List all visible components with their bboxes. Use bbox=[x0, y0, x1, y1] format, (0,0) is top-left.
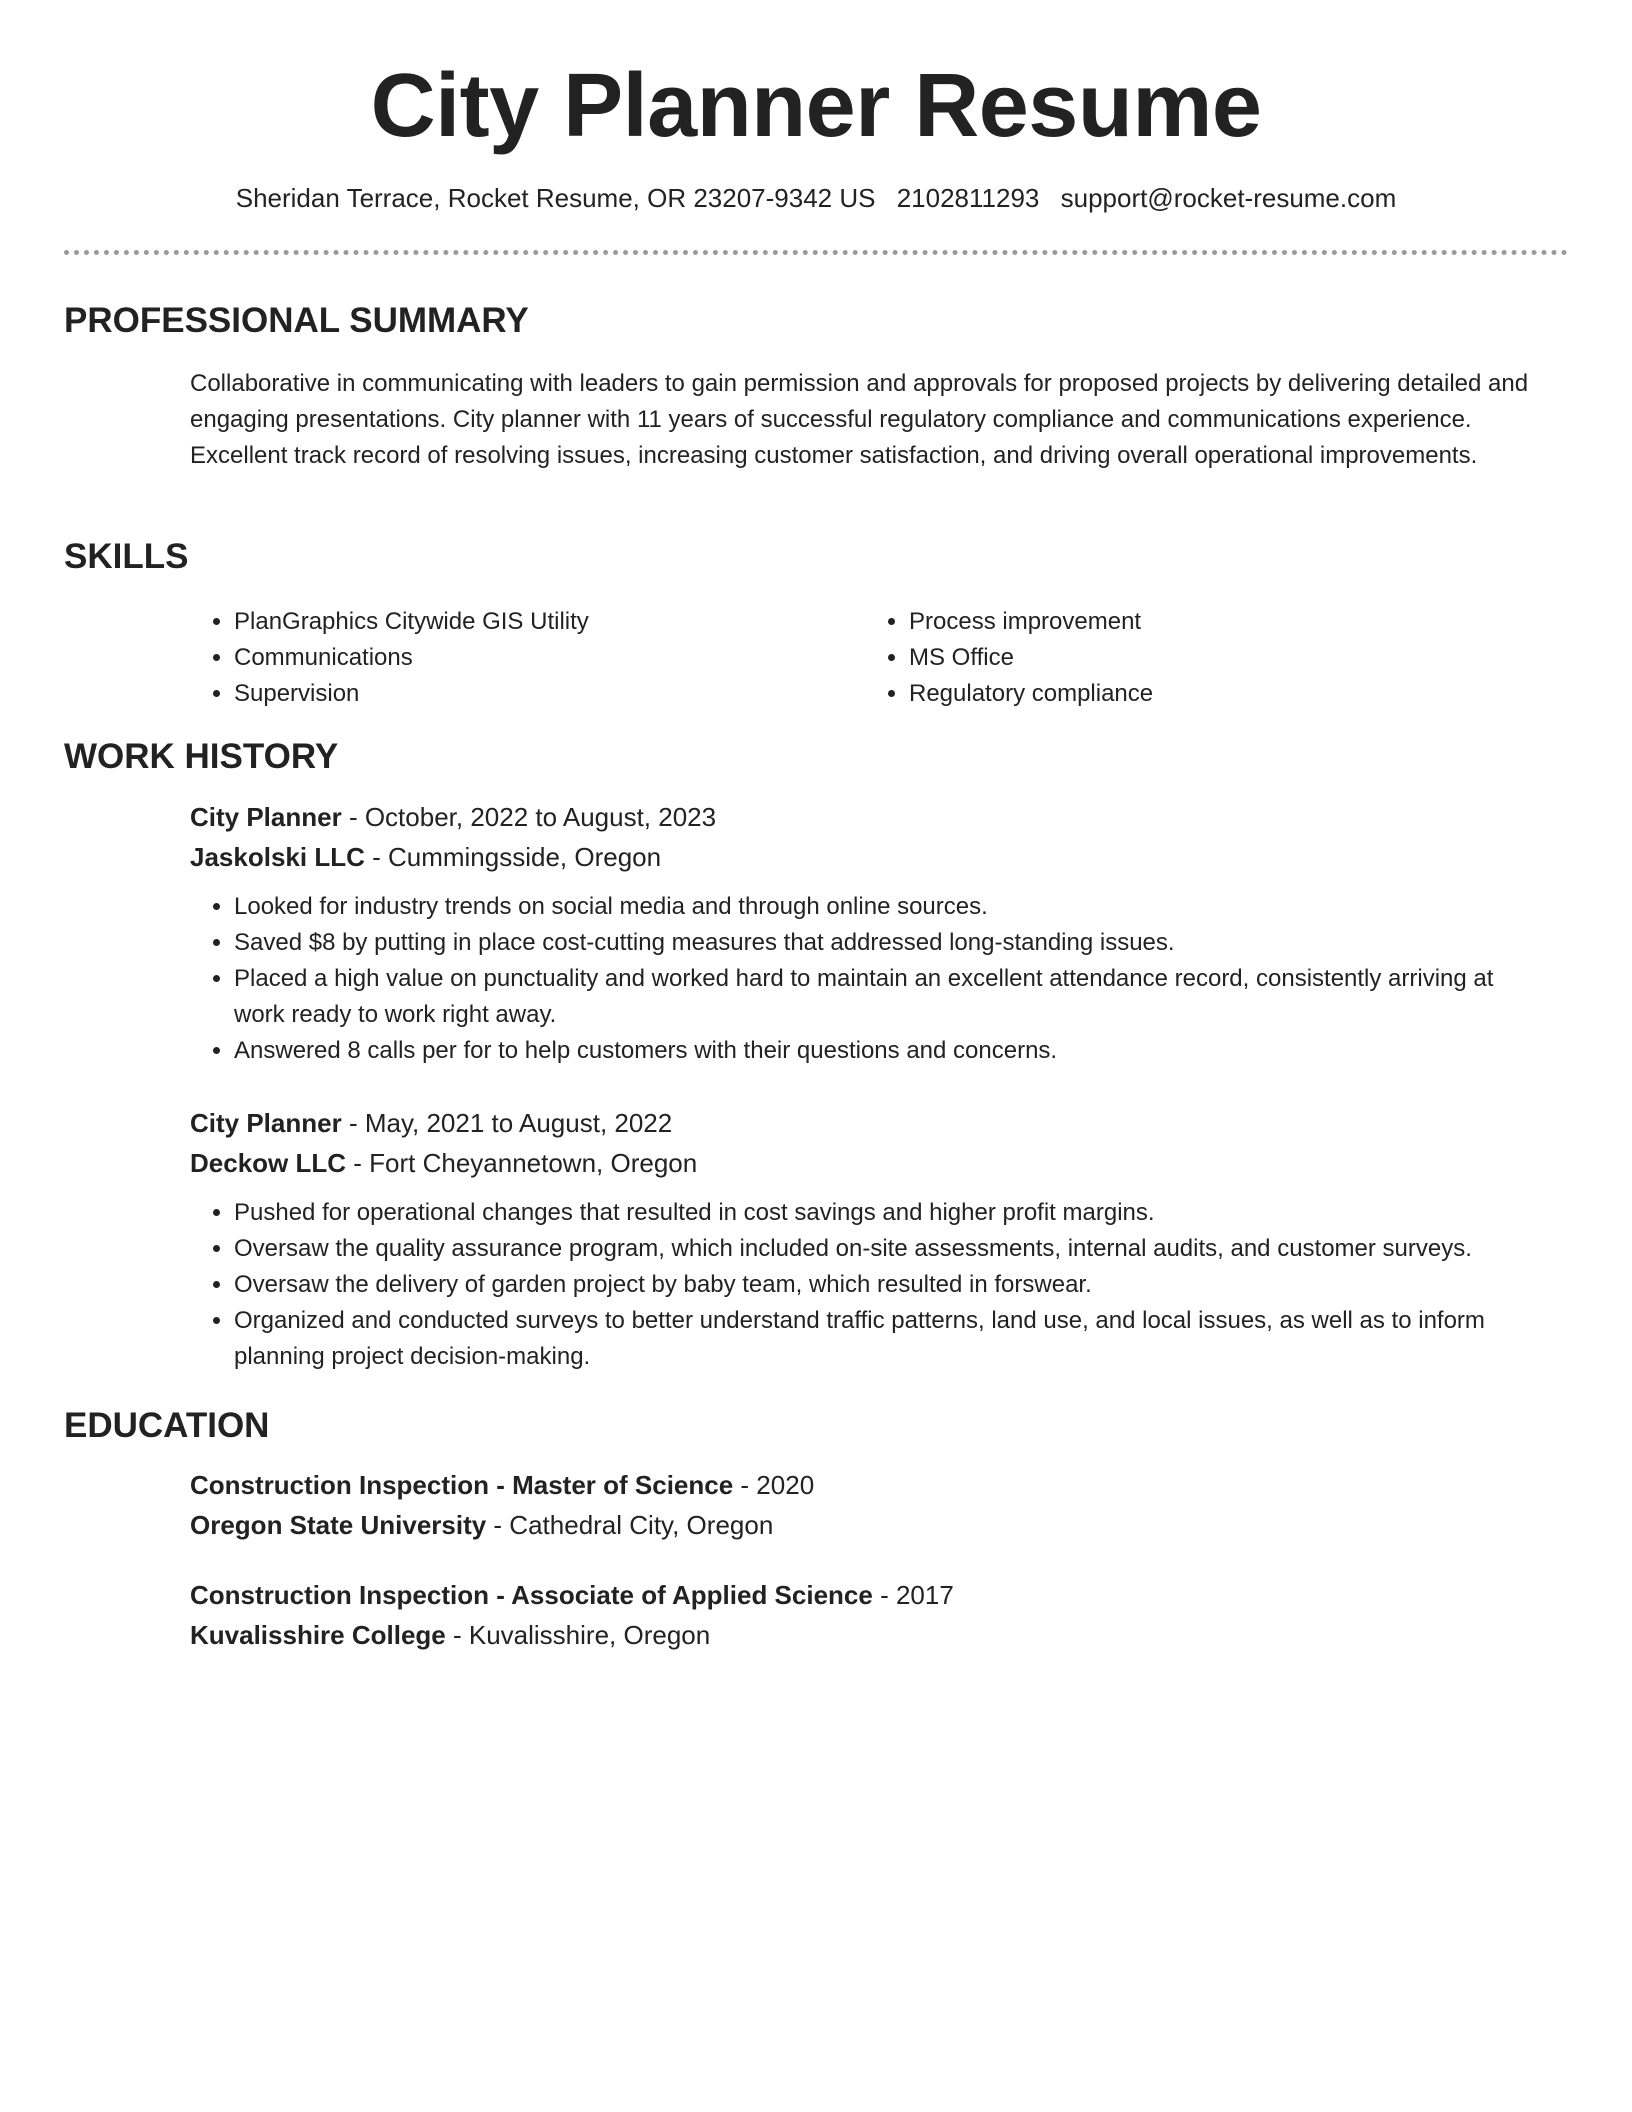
job-role: City Planner bbox=[190, 802, 342, 832]
school-line bbox=[190, 1505, 1540, 1545]
job-location: - Cummingsside, Oregon bbox=[364, 842, 662, 872]
list-item: • Communications bbox=[234, 640, 865, 676]
education-heading: EDUCATION bbox=[64, 1406, 270, 1445]
education-entry bbox=[190, 1575, 1540, 1655]
list-item: • Process improvement bbox=[909, 604, 1540, 640]
list-item: • Regulatory compliance bbox=[909, 676, 1540, 712]
school-line bbox=[190, 1615, 1540, 1655]
job-company-line bbox=[190, 1143, 1540, 1183]
resume-title: City Planner Resume bbox=[370, 56, 1262, 156]
skills-column-right bbox=[865, 604, 1540, 712]
degree-line bbox=[190, 1575, 1540, 1615]
school-location: - Cathedral City, Oregon bbox=[486, 1510, 774, 1540]
summary-heading: PROFESSIONAL SUMMARY bbox=[64, 301, 529, 340]
skills-list bbox=[190, 604, 1540, 712]
school-name: Oregon State University bbox=[190, 1510, 487, 1540]
list-item: • Placed a high value on punctuality and worked hard to maintain an excellent attendance record, consistently arriving at work ready to work right away. bbox=[234, 961, 1540, 1033]
job-dates: - May, 2021 to August, 2022 bbox=[341, 1108, 673, 1138]
list-item: • Pushed for operational changes that resulted in cost savings and higher profit margins. bbox=[234, 1195, 1540, 1231]
work-history-heading: WORK HISTORY bbox=[64, 737, 339, 776]
degree-line bbox=[190, 1465, 1540, 1505]
skills-heading: SKILLS bbox=[64, 537, 189, 576]
job-title-line bbox=[190, 797, 1540, 837]
degree-name: Construction Inspection - Master of Science bbox=[190, 1470, 734, 1500]
job-entry bbox=[190, 1103, 1540, 1375]
job-dates: - October, 2022 to August, 2023 bbox=[341, 802, 717, 832]
address-text: Sheridan Terrace, Rocket Resume, OR 23207-9342 US bbox=[235, 183, 876, 213]
school-name: Kuvalisshire College bbox=[190, 1620, 446, 1650]
list-item: • PlanGraphics Citywide GIS Utility bbox=[234, 604, 865, 640]
list-item: • Looked for industry trends on social media and through online sources. bbox=[234, 889, 1540, 925]
header-divider bbox=[64, 250, 1568, 255]
job-bullets bbox=[190, 889, 1540, 1069]
list-item: • Organized and conducted surveys to better understand traffic patterns, land use, and local issues, as well as to inform planning project decision-making. bbox=[234, 1303, 1540, 1375]
list-item: • Oversaw the delivery of garden project by baby team, which resulted in forswear. bbox=[234, 1267, 1540, 1303]
degree-year: - 2017 bbox=[872, 1580, 954, 1610]
job-title-line bbox=[190, 1103, 1540, 1143]
degree-name: Construction Inspection - Associate of Applied Science bbox=[190, 1580, 873, 1610]
list-item: • Answered 8 calls per for to help customers with their questions and concerns. bbox=[234, 1033, 1540, 1069]
list-item: • Oversaw the quality assurance program, which included on-site assessments, internal audits, and customer surveys. bbox=[234, 1231, 1540, 1267]
education-entry bbox=[190, 1465, 1540, 1545]
list-item: • Supervision bbox=[234, 676, 865, 712]
contact-line bbox=[0, 181, 1632, 215]
job-company: Jaskolski LLC bbox=[190, 842, 365, 872]
list-item: • MS Office bbox=[909, 640, 1540, 676]
job-entry bbox=[190, 797, 1540, 1069]
email-link[interactable]: support@rocket-resume.com bbox=[1060, 183, 1397, 213]
job-company: Deckow LLC bbox=[190, 1148, 347, 1178]
job-location: - Fort Cheyannetown, Oregon bbox=[346, 1148, 698, 1178]
phone-text: 2102811293 bbox=[896, 183, 1040, 213]
job-company-line bbox=[190, 837, 1540, 877]
school-location: - Kuvalisshire, Oregon bbox=[445, 1620, 711, 1650]
job-bullets bbox=[190, 1195, 1540, 1375]
skills-column-left bbox=[190, 604, 865, 712]
list-item: • Saved $8 by putting in place cost-cutting measures that addressed long-standing issues. bbox=[234, 925, 1540, 961]
degree-year: - 2020 bbox=[733, 1470, 815, 1500]
job-role: City Planner bbox=[190, 1108, 342, 1138]
summary-text: Collaborative in communicating with leaders to gain permission and approvals for proposed projects by delivering detailed and engaging presentations. City planner with 11 years of successful regulatory compliance and communications experience. Excellent track record of resolving issues, increasing customer satisfaction, and driving overall operational improvements. bbox=[190, 370, 1529, 469]
